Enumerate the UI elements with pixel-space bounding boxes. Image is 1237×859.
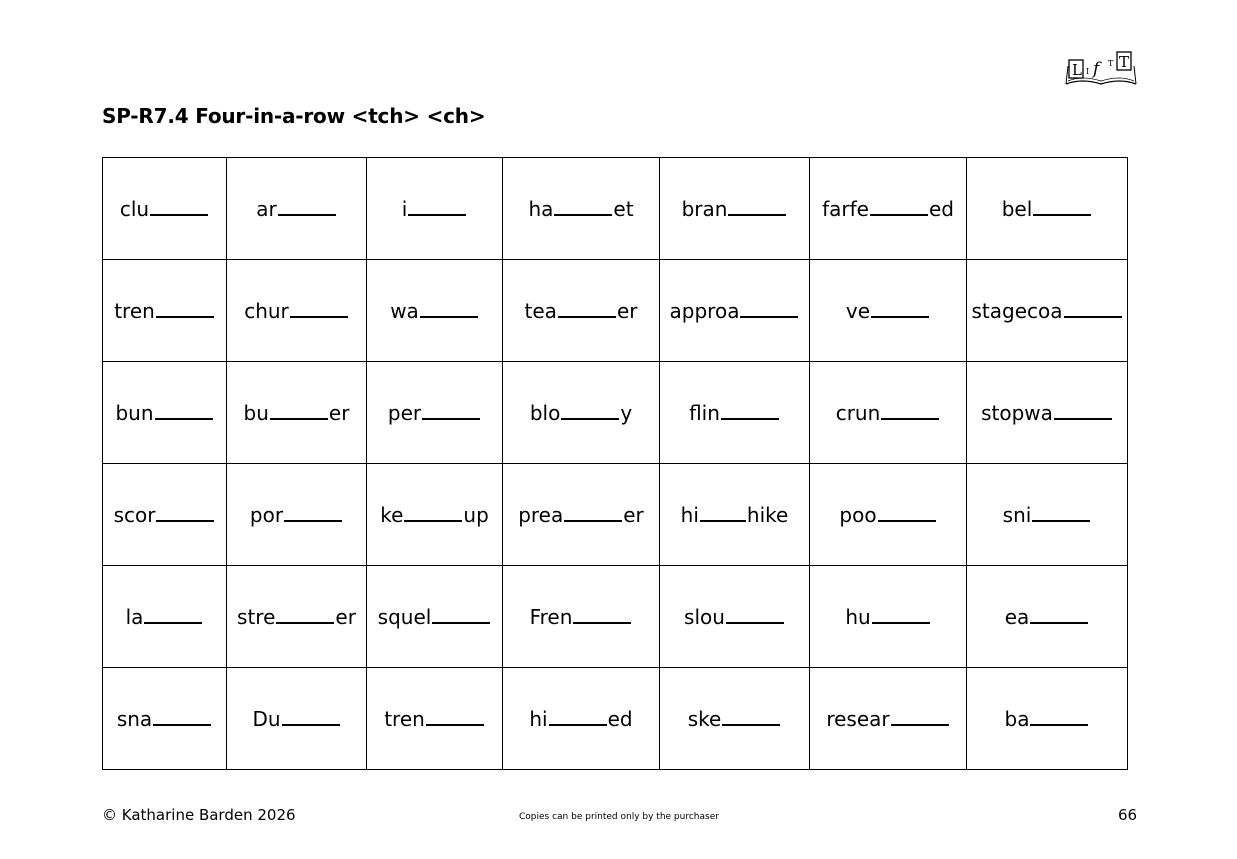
answer-blank[interactable] <box>408 214 466 216</box>
answer-blank[interactable] <box>144 622 202 624</box>
word-start: squel <box>377 604 432 629</box>
word-start: clu <box>119 196 150 221</box>
word-cell[interactable] <box>227 668 367 770</box>
word-end: up <box>463 502 489 527</box>
answer-blank[interactable] <box>422 418 480 420</box>
word-cell[interactable] <box>227 362 367 464</box>
answer-blank[interactable] <box>740 316 798 318</box>
word-cell[interactable] <box>367 260 503 362</box>
svg-text:f: f <box>1093 59 1100 79</box>
word-start: stopwa <box>981 400 1053 425</box>
answer-blank[interactable] <box>282 724 340 726</box>
word-start: Du <box>252 706 281 731</box>
word-start: crun <box>835 400 881 425</box>
word-cell[interactable] <box>227 158 367 260</box>
word-end: ed <box>607 706 633 731</box>
word-cell[interactable] <box>967 668 1128 770</box>
word-start: approa <box>669 298 740 323</box>
word-start: bel <box>1001 196 1033 221</box>
word-end: er <box>616 298 638 323</box>
four-in-a-row-grid <box>102 157 1128 770</box>
answer-blank[interactable] <box>561 418 619 420</box>
answer-blank[interactable] <box>700 520 746 522</box>
word-cell[interactable] <box>967 464 1128 566</box>
answer-blank[interactable] <box>722 724 780 726</box>
word-cell[interactable] <box>103 362 227 464</box>
word-end: hike <box>746 502 789 527</box>
answer-blank[interactable] <box>156 520 214 522</box>
word-start: flin <box>689 400 720 425</box>
word-start: stre <box>237 604 276 629</box>
word-start: hi <box>529 706 548 731</box>
grid-row <box>103 668 1128 770</box>
word-cell[interactable] <box>810 260 967 362</box>
grid-row <box>103 260 1128 362</box>
answer-blank[interactable] <box>891 724 949 726</box>
answer-blank[interactable] <box>278 214 336 216</box>
answer-blank[interactable] <box>721 418 779 420</box>
answer-blank[interactable] <box>1032 520 1090 522</box>
answer-blank[interactable] <box>155 418 213 420</box>
word-start: sni <box>1002 502 1032 527</box>
word-start: hi <box>680 502 699 527</box>
word-start: farfe <box>822 196 869 221</box>
word-cell[interactable] <box>503 668 660 770</box>
word-start: ha <box>528 196 554 221</box>
word-cell[interactable] <box>367 158 503 260</box>
word-start: wa <box>390 298 419 323</box>
answer-blank[interactable] <box>1054 418 1112 420</box>
word-start: ar <box>256 196 277 221</box>
word-start: i <box>401 196 408 221</box>
word-start: tren <box>384 706 425 731</box>
answer-blank[interactable] <box>276 622 334 624</box>
page-number: 66 <box>1118 806 1138 824</box>
svg-text:I: I <box>1086 67 1090 76</box>
answer-blank[interactable] <box>420 316 478 318</box>
answer-blank[interactable] <box>558 316 616 318</box>
word-start: tea <box>524 298 557 323</box>
word-start: ske <box>687 706 722 731</box>
word-start: bu <box>243 400 269 425</box>
answer-blank[interactable] <box>1033 214 1091 216</box>
word-cell[interactable] <box>967 158 1128 260</box>
answer-blank[interactable] <box>728 214 786 216</box>
word-end: ed <box>928 196 954 221</box>
word-cell[interactable] <box>503 362 660 464</box>
word-start: la <box>125 604 144 629</box>
word-start: per <box>387 400 422 425</box>
answer-blank[interactable] <box>878 520 936 522</box>
answer-blank[interactable] <box>554 214 612 216</box>
copyright-text: © Katharine Barden 2026 <box>102 806 296 824</box>
word-start: poo <box>839 502 877 527</box>
word-cell[interactable] <box>967 566 1128 668</box>
word-start: scor <box>113 502 156 527</box>
word-cell[interactable] <box>660 260 810 362</box>
svg-text:T: T <box>1108 59 1114 68</box>
word-start: bran <box>681 196 728 221</box>
word-cell[interactable] <box>103 464 227 566</box>
word-start: ve <box>845 298 871 323</box>
word-cell[interactable] <box>660 566 810 668</box>
answer-blank[interactable] <box>426 724 484 726</box>
answer-blank[interactable] <box>270 418 328 420</box>
answer-blank[interactable] <box>726 622 784 624</box>
answer-blank[interactable] <box>1030 622 1088 624</box>
word-start: ba <box>1004 706 1030 731</box>
word-cell[interactable] <box>810 158 967 260</box>
word-cell[interactable] <box>367 464 503 566</box>
word-start: hu <box>845 604 871 629</box>
word-cell[interactable] <box>103 158 227 260</box>
grid-row <box>103 362 1128 464</box>
word-start: Fren <box>529 604 573 629</box>
word-cell[interactable] <box>810 464 967 566</box>
word-cell[interactable] <box>103 566 227 668</box>
copy-notice: Copies can be printed only by the purchaser <box>519 812 719 822</box>
word-cell[interactable] <box>810 362 967 464</box>
word-end: y <box>620 400 633 425</box>
svg-text:T: T <box>1119 53 1130 71</box>
word-start: tren <box>114 298 155 323</box>
word-start: slou <box>684 604 725 629</box>
answer-blank[interactable] <box>404 520 462 522</box>
answer-blank[interactable] <box>871 316 929 318</box>
word-cell[interactable] <box>660 668 810 770</box>
word-cell[interactable] <box>227 464 367 566</box>
word-cell[interactable] <box>103 668 227 770</box>
answer-blank[interactable] <box>1030 724 1088 726</box>
word-start: por <box>249 502 284 527</box>
grid-row <box>103 566 1128 668</box>
answer-blank[interactable] <box>549 724 607 726</box>
word-cell[interactable] <box>660 464 810 566</box>
answer-blank[interactable] <box>564 520 622 522</box>
word-cell[interactable] <box>810 566 967 668</box>
word-start: chur <box>244 298 289 323</box>
answer-blank[interactable] <box>573 622 631 624</box>
word-cell[interactable] <box>367 566 503 668</box>
lift-logo <box>1062 46 1140 90</box>
word-cell[interactable] <box>227 260 367 362</box>
word-cell[interactable] <box>503 464 660 566</box>
page-title: SP-R7.4 Four-in-a-row <tch> <ch> <box>102 104 486 128</box>
word-cell[interactable] <box>503 260 660 362</box>
word-cell[interactable] <box>810 668 967 770</box>
answer-blank[interactable] <box>284 520 342 522</box>
answer-blank[interactable] <box>1064 316 1122 318</box>
grid-row <box>103 464 1128 566</box>
word-cell[interactable] <box>503 566 660 668</box>
word-start: resear <box>826 706 890 731</box>
word-cell[interactable] <box>660 158 810 260</box>
word-start: prea <box>518 502 564 527</box>
word-end: et <box>613 196 634 221</box>
answer-blank[interactable] <box>153 724 211 726</box>
word-cell[interactable] <box>103 260 227 362</box>
word-end: er <box>335 604 356 629</box>
word-start: sna <box>116 706 153 731</box>
answer-blank[interactable] <box>290 316 348 318</box>
word-cell[interactable] <box>660 362 810 464</box>
word-start: ke <box>380 502 404 527</box>
answer-blank[interactable] <box>150 214 208 216</box>
grid-row <box>103 158 1128 260</box>
word-cell[interactable] <box>227 566 367 668</box>
word-cell[interactable] <box>367 362 503 464</box>
answer-blank[interactable] <box>156 316 214 318</box>
word-start: blo <box>529 400 561 425</box>
word-start: ea <box>1004 604 1030 629</box>
word-cell[interactable] <box>367 668 503 770</box>
word-start: bun <box>115 400 154 425</box>
answer-blank[interactable] <box>870 214 928 216</box>
word-end: er <box>623 502 644 527</box>
answer-blank[interactable] <box>432 622 490 624</box>
word-cell[interactable] <box>967 362 1128 464</box>
word-cell[interactable] <box>967 260 1128 362</box>
word-end: er <box>328 400 350 425</box>
svg-text:L: L <box>1072 61 1082 79</box>
word-start: stagecoa <box>971 298 1063 323</box>
word-cell[interactable] <box>503 158 660 260</box>
answer-blank[interactable] <box>881 418 939 420</box>
answer-blank[interactable] <box>872 622 930 624</box>
